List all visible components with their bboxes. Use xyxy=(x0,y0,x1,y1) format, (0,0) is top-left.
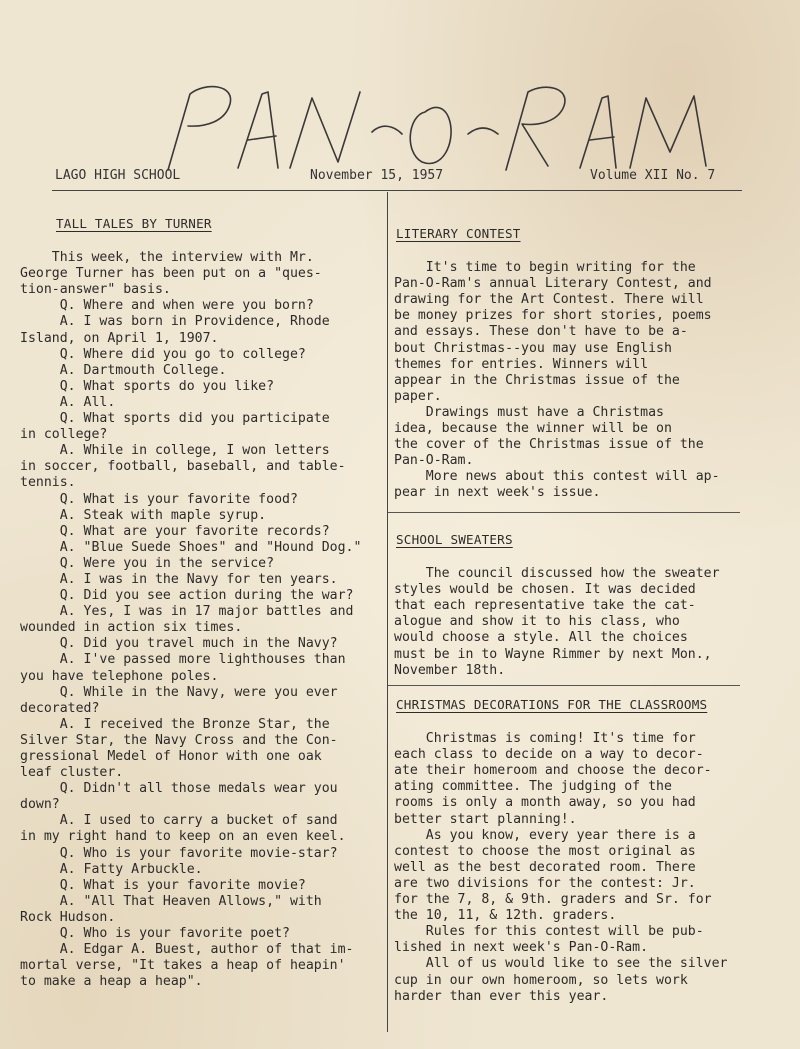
text-line: November 18th. xyxy=(394,662,506,678)
text-line: well as the best decorated room. There xyxy=(394,859,696,875)
text-line: harder than ever this year. xyxy=(394,988,609,1004)
text-line: gressional Medel of Honor with one oak xyxy=(20,749,322,764)
text-line: A. Fatty Arbuckle. xyxy=(20,861,203,877)
volume-number: Volume XII No. 7 xyxy=(590,168,716,183)
text-line: in my right hand to keep on an even keel. xyxy=(20,829,346,845)
text-line: The council discussed how the sweater xyxy=(394,566,720,582)
section-rule xyxy=(388,512,740,513)
column-divider xyxy=(387,192,388,1032)
text-line: pear in next week's issue. xyxy=(394,485,601,501)
text-line: Q. Where and when were you born? xyxy=(20,298,314,314)
text-line: Silver Star, the Navy Cross and the Con- xyxy=(20,732,338,748)
text-line: leaf cluster. xyxy=(20,765,124,781)
text-line: be money prizes for short stories, poems xyxy=(394,308,712,324)
tall-tales-heading: TALL TALES BY TURNER xyxy=(56,216,212,231)
text-line: alogue and show it to his class, who xyxy=(394,614,680,630)
literary-contest-body xyxy=(394,260,740,501)
christmas-decorations-body xyxy=(394,731,740,1005)
text-line: Q. Didn't all those medals wear you xyxy=(20,781,338,797)
text-line: A. I was born in Providence, Rhode xyxy=(20,314,330,330)
text-line: It's time to begin writing for the xyxy=(394,260,696,276)
text-line: George Turner has been put on a "ques- xyxy=(20,266,322,282)
text-line: paper. xyxy=(394,388,442,404)
text-line: Q. Where did you go to college? xyxy=(20,346,306,362)
text-line: Q. Who is your favorite movie-star? xyxy=(20,845,338,861)
text-line: mortal verse, "It takes a heap of heapin' xyxy=(20,958,346,974)
text-line: Q. Did you see action during the war? xyxy=(20,588,354,604)
text-line: A. I've passed more lighthouses than xyxy=(20,652,346,668)
text-line: better start planning!. xyxy=(394,811,577,827)
text-line: tion-answer" basis. xyxy=(20,282,171,298)
text-line: would choose a style. All the choices xyxy=(394,630,688,646)
text-line: Q. What sports did you participate xyxy=(20,411,330,427)
text-line: contest to choose the most original as xyxy=(394,843,696,859)
masthead-logo xyxy=(150,82,770,172)
text-line: styles would be chosen. It was decided xyxy=(394,582,696,598)
text-line: the 10, 11, & 12th. graders. xyxy=(394,908,617,924)
text-line: themes for entries. Winners will xyxy=(394,356,649,372)
masthead-rule xyxy=(52,190,742,191)
school-name: LAGO HIGH SCHOOL xyxy=(55,168,181,183)
text-line: A. I received the Bronze Star, the xyxy=(20,716,330,732)
text-line: A. Yes, I was in 17 major battles and xyxy=(20,604,354,620)
text-line: Q. What sports do you like? xyxy=(20,378,275,394)
text-line: ate their homeroom and choose the decor- xyxy=(394,763,712,779)
text-line: down? xyxy=(20,797,60,813)
text-line: to make a heap a heap". xyxy=(20,974,203,990)
masthead-info xyxy=(55,168,735,192)
text-line: for the 7, 8, & 9th. graders and Sr. for xyxy=(394,892,712,908)
text-line: More news about this contest will ap- xyxy=(394,469,720,485)
text-line: Q. Who is your favorite poet? xyxy=(20,926,290,942)
text-line: that each representative take the cat- xyxy=(394,598,696,614)
text-line: cup in our own homeroom, so lets work xyxy=(394,972,688,988)
literary-contest-heading: LITERARY CONTEST xyxy=(396,226,521,241)
text-line: each class to decide on a way to decor- xyxy=(394,747,704,763)
text-line: Q. Did you travel much in the Navy? xyxy=(20,636,338,652)
text-line: you have telephone poles. xyxy=(20,668,219,684)
text-line: Pan-O-Ram. xyxy=(394,453,474,469)
text-line: Rock Hudson. xyxy=(20,909,116,925)
text-line: are two divisions for the contest: Jr. xyxy=(394,875,696,891)
text-line: A. All. xyxy=(20,394,116,410)
text-line: A. While in college, I won letters xyxy=(20,443,330,459)
text-line: decorated? xyxy=(20,700,100,716)
text-line: Rules for this contest will be pub- xyxy=(394,924,704,940)
text-line: Drawings must have a Christmas xyxy=(394,404,664,420)
text-line: A. Steak with maple syrup. xyxy=(20,507,267,523)
text-line: A. I used to carry a bucket of sand xyxy=(20,813,338,829)
text-line: in college? xyxy=(20,427,108,443)
text-line: Christmas is coming! It's time for xyxy=(394,731,696,747)
text-line: A. Dartmouth College. xyxy=(20,362,227,378)
text-line: wounded in action six times. xyxy=(20,620,243,636)
text-line: tennis. xyxy=(20,475,76,491)
text-line: bout Christmas--you may use English xyxy=(394,340,672,356)
text-line: the cover of the Christmas issue of the xyxy=(394,437,704,453)
text-line: All of us would like to see the silver xyxy=(394,956,728,972)
text-line: Q. What are your favorite records? xyxy=(20,523,330,539)
text-line: A. "All That Heaven Allows," with xyxy=(20,893,322,909)
text-line: Island, on April 1, 1907. xyxy=(20,330,219,346)
text-line: Pan-O-Ram's annual Literary Contest, and xyxy=(394,276,712,292)
text-line: lished in next week's Pan-O-Ram. xyxy=(394,940,649,956)
literary-contest-article xyxy=(394,226,740,502)
text-line: must be in to Wayne Rimmer by next Mon., xyxy=(394,646,712,662)
text-line: This week, the interview with Mr. xyxy=(20,250,314,266)
school-sweaters-body xyxy=(394,566,740,679)
issue-date: November 15, 1957 xyxy=(310,168,444,183)
tall-tales-body xyxy=(20,250,378,990)
text-line: idea, because the winner will be on xyxy=(394,421,672,437)
text-line: A. "Blue Suede Shoes" and "Hound Dog." xyxy=(20,539,362,555)
text-line: drawing for the Art Contest. There will xyxy=(394,292,704,308)
school-sweaters-article xyxy=(394,532,740,679)
text-line: A. Edgar A. Buest, author of that im- xyxy=(20,942,354,958)
text-line: Q. What is your favorite food? xyxy=(20,491,298,507)
school-sweaters-heading: SCHOOL SWEATERS xyxy=(396,532,513,547)
text-line: Q. While in the Navy, were you ever xyxy=(20,684,338,700)
text-line: rooms is only a month away, so you had xyxy=(394,795,696,811)
text-line: appear in the Christmas issue of the xyxy=(394,372,680,388)
text-line: Q. What is your favorite movie? xyxy=(20,877,306,893)
text-line: in soccer, football, baseball, and table- xyxy=(20,459,346,475)
text-line: As you know, every year there is a xyxy=(394,827,696,843)
tall-tales-article xyxy=(20,216,378,990)
section-rule xyxy=(388,685,740,686)
christmas-decorations-heading: CHRISTMAS DECORATIONS FOR THE CLASSROOMS xyxy=(396,697,708,712)
christmas-decorations-article xyxy=(394,697,740,1005)
text-line: A. I was in the Navy for ten years. xyxy=(20,571,338,587)
text-line: and essays. These don't have to be a- xyxy=(394,324,688,340)
text-line: Q. Were you in the service? xyxy=(20,555,275,571)
text-line: ating committee. The judging of the xyxy=(394,779,672,795)
masthead-title xyxy=(150,82,770,172)
